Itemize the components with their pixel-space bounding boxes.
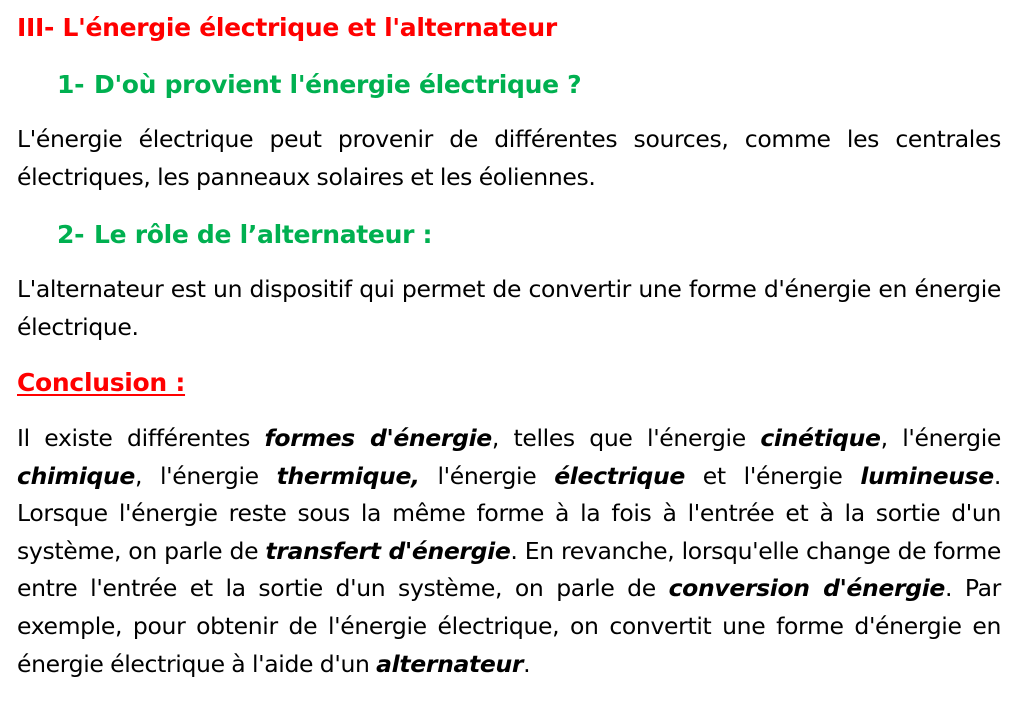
subheading-1-title: D'où provient l'énergie électrique ? — [94, 70, 582, 99]
keyword-cinetique: cinétique — [760, 424, 881, 452]
conclusion-text: et l'énergie — [684, 461, 861, 490]
keyword-chimique: chimique — [17, 461, 135, 490]
conclusion-text: . Par exemple, pour obtenir de l'énergie électrique, on convertit une forme d'énergie en énergie électrique à l'aide d'un — [17, 574, 1001, 678]
conclusion-text: , telles que l'énergie — [491, 424, 761, 452]
subheading-2-title: Le rôle de l’alternateur : — [94, 220, 433, 249]
paragraph-energy-sources: L'énergie électrique peut provenir de différentes sources, comme les centrales électriques, les panneaux solaires et les éoliennes. — [17, 125, 1001, 191]
conclusion-text: , l'énergie — [880, 424, 1002, 452]
subheading-1-number: 1- — [57, 70, 85, 99]
keyword-transfert-energie: transfert d'énergie — [265, 536, 511, 565]
conclusion-heading: Conclusion : — [17, 368, 186, 397]
keyword-conversion-energie: conversion d'énergie — [668, 574, 945, 603]
keyword-alternateur: alternateur — [376, 649, 524, 678]
conclusion-text: Il existe différentes — [17, 424, 265, 452]
subheading-2 — [57, 218, 432, 252]
keyword-electrique: électrique — [554, 461, 685, 490]
keyword-lumineuse: lumineuse — [860, 461, 994, 490]
keyword-thermique: thermique, — [276, 461, 420, 490]
section-heading: III- L'énergie électrique et l'alternateur — [17, 13, 557, 42]
conclusion-text: . — [523, 649, 531, 678]
conclusion-text: . Lorsque l'énergie reste sous la même forme à la fois à l'entrée et à la sortie d'un système, on parle de — [17, 461, 1001, 565]
conclusion-paragraph — [17, 420, 1001, 683]
conclusion-text: l'énergie — [419, 461, 555, 490]
subheading-1 — [57, 68, 581, 102]
paragraph-alternator-role: L'alternateur est un dispositif qui permet de convertir une forme d'énergie en énergie électrique. — [17, 275, 1001, 341]
subheading-2-number: 2- — [57, 220, 85, 249]
keyword-formes-energie: formes d'énergie — [264, 424, 492, 452]
conclusion-text: , l'énergie — [134, 461, 277, 490]
conclusion-text: . En revanche, lorsqu'elle change de forme entre l'entrée et la sortie d'un système, on parle de — [17, 536, 1001, 603]
